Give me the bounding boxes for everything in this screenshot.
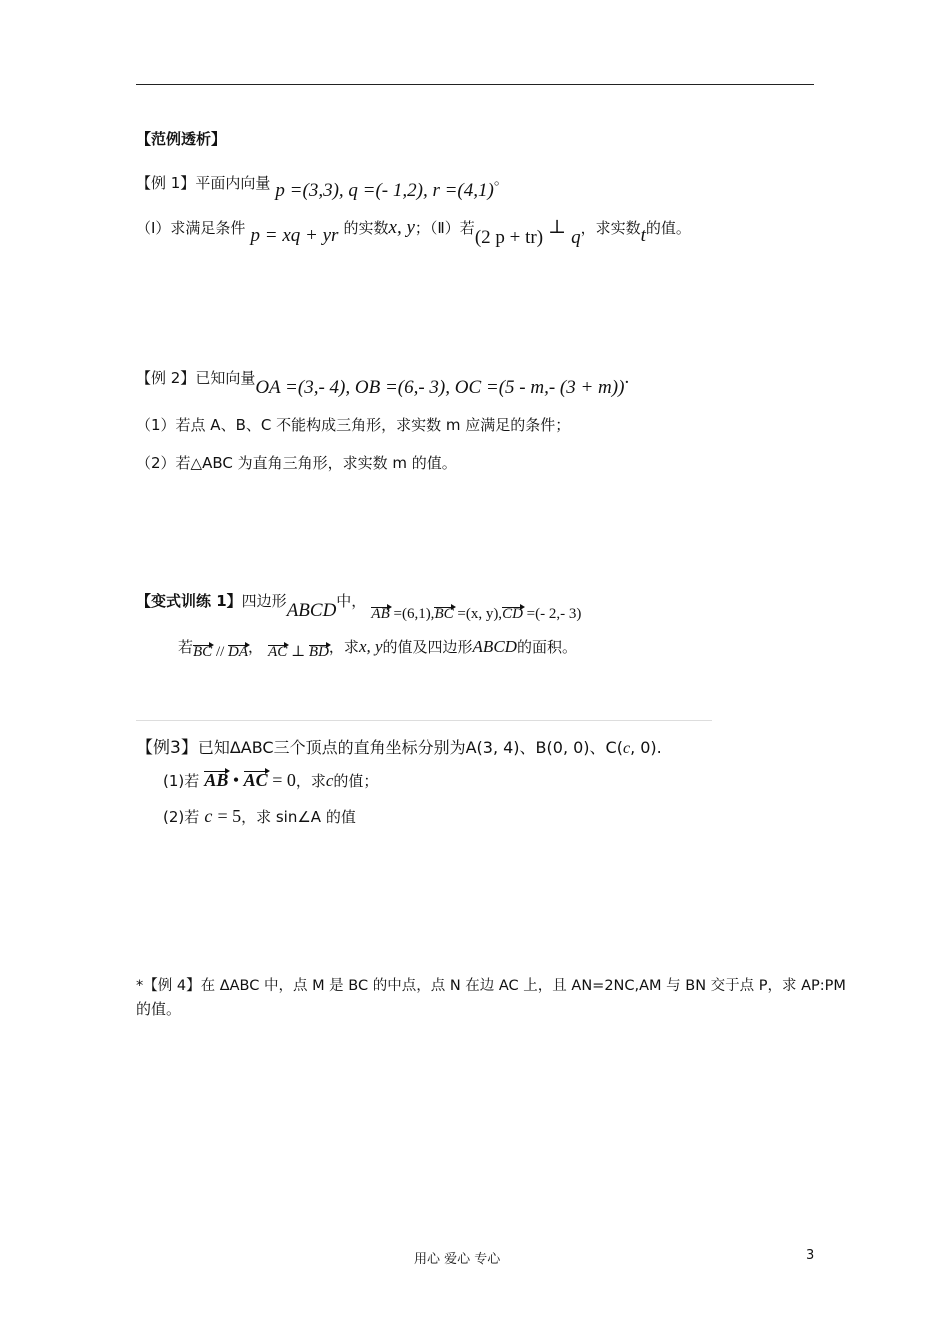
vector-cd-value: =(- 2,- 3) [526,606,582,622]
vector-bc: BC [434,606,454,622]
quadrilateral-name: ABCD [286,600,337,621]
footer-text: 用心 爱心 专心 [414,1252,501,1267]
example-1-part1-formula: p = xq + yr [250,225,339,246]
example-3-q2-end: ，求 sin∠A 的值 [241,808,356,826]
example-2-line-1 [136,367,630,398]
example-1-end: 。 [493,170,509,188]
example-1-part2-end: 的值。 [645,219,691,237]
example-1-q: q [571,227,581,248]
example-1-sep: ；（Ⅱ）若 [414,219,475,237]
variant-1-vectors [371,606,581,622]
example-1-part1-label: （Ⅰ）求满足条件 [136,219,246,237]
example-1-line-1 [136,170,509,201]
variant-1-intro: 四边形 [241,592,287,610]
vector-ab-value: =(6,1), [393,606,435,622]
variant-1-zhong: 中， [336,592,367,610]
variant-1-line-2 [178,636,577,660]
variant-1-label: 【变式训练 1】 [136,592,242,610]
example-3-c: c [622,740,631,757]
vector-cd: CD [502,606,523,622]
section-title: 【范例透析】 [136,130,227,148]
example-3-line-1 [136,733,662,758]
example-1-line-2 [136,216,691,248]
variant-1-rest-1: ，求 [328,638,359,656]
variant-1-rest-2: 的值及四边形 [382,638,473,656]
example-3-question-1 [163,770,378,791]
example-3-q1-c: c [325,771,334,790]
perp-symbol: ⊥ [548,217,567,238]
example-1-intro: 平面内向量 [195,174,271,192]
example-2-question-1: （1）若点 A、B、C 不能构成三角形，求实数 m 应满足的条件； [136,416,571,434]
example-3-q1-prefix: (1)若 [163,772,200,790]
page-number: 3 [806,1248,815,1263]
example-1-part1-vars: x, y [388,217,415,238]
example-3-q1-end: 的值； [333,772,379,790]
variant-1-rest-3: 的面积。 [516,638,577,656]
example-3-q2-eq: = 5 [217,806,242,826]
variant-1-ruo: 若 [178,638,194,656]
divider [136,720,712,721]
example-3-label: 【例3】 [136,738,198,758]
example-4-line-1: *【例 4】在 ΔABC 中，点 M 是 BC 的中点，点 N 在边 AC 上，且 AN=2NC,AM 与 BN 交于点 P，求 AP:PM [136,978,846,994]
vector-da: DA [228,644,249,660]
vector-bc-value: =(x, y), [457,606,503,622]
variant-1-line-1 [136,590,582,622]
vector-ab-ex3: AB [204,770,229,790]
dot-symbol: • [232,770,240,790]
vector-ac: AC [268,644,288,660]
parallel-symbol: // [215,644,225,660]
variant-1-comma: ， [248,638,264,656]
example-1-label: 【例 1】 [136,174,196,192]
example-1-formula: p =(3,3), q =(- 1,2), r =(4,1) [275,180,494,201]
vector-ab: AB [371,606,390,622]
example-1-part2-formula: (2 p + tr) [474,227,544,248]
vector-ac-ex3: AC [243,770,268,790]
example-2-label: 【例 2】 [136,369,196,387]
example-3-q2-c: c [204,806,213,826]
example-4-line-2: 的值。 [136,1000,182,1018]
vector-bc-2: BC [193,644,213,660]
variant-1-xy: x, y [358,637,383,656]
header-rule [136,84,814,85]
example-3-question-2 [163,806,356,827]
example-1-part2-text: ，求实数 [580,219,641,237]
perp-symbol-2: ⊥ [291,644,306,660]
example-2-formula: OA =(3,- 4), OB =(6,- 3), OC =(5 - m,- (3 + m)) [255,377,625,398]
example-3-intro: 已知ΔABC三个顶点的直角坐标分别为A(3, 4)、B(0, 0)、C( [197,738,623,757]
example-2-intro: 已知向量 [195,369,256,387]
example-3-intro-end: , 0). [630,738,662,757]
example-3-q1-mid: ，求 [295,772,326,790]
example-2-end: . [624,367,630,388]
example-3-q2-prefix: (2)若 [163,808,200,826]
example-2-question-2: （2）若△ABC 为直角三角形，求实数 m 的值。 [136,454,457,472]
example-1-t: t [640,225,646,246]
quadrilateral-name-2: ABCD [472,637,517,656]
example-3-q1-eq: = 0 [272,770,296,790]
vector-bd: BD [308,644,329,660]
example-1-part1-text: 的实数 [343,219,389,237]
